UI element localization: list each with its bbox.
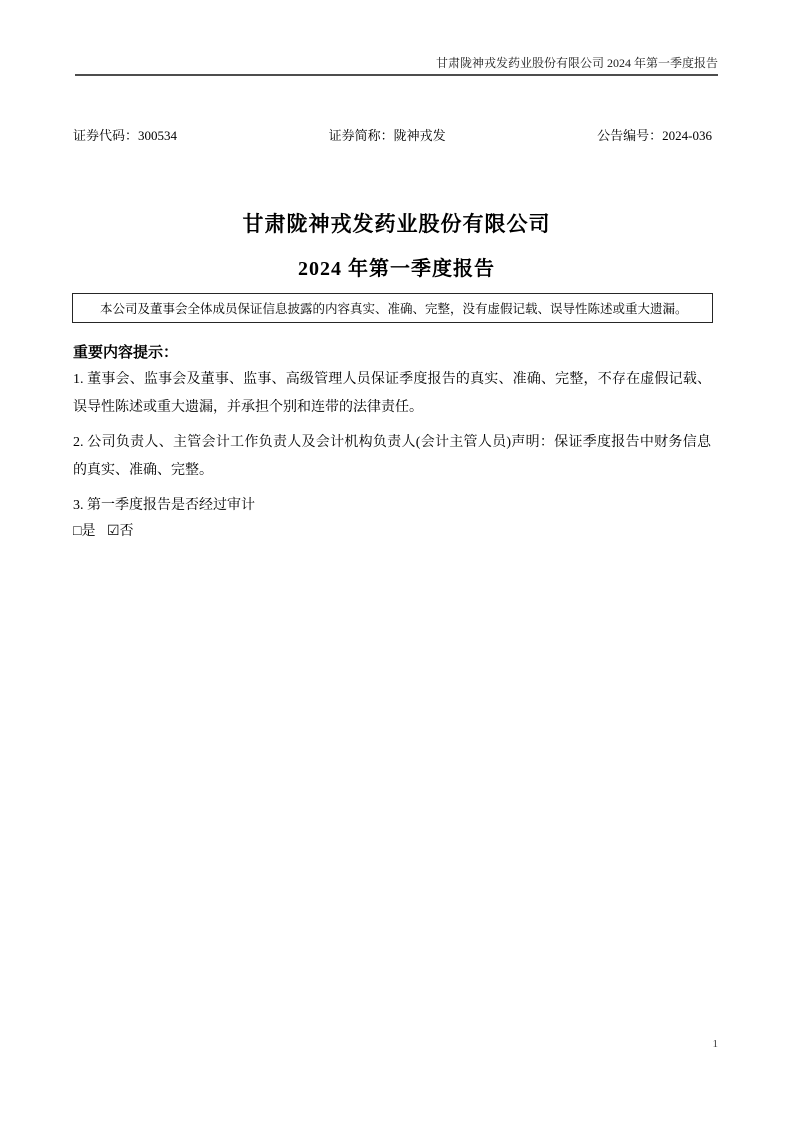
audit-yes-label: 是: [81, 524, 96, 539]
disclosure-notice-box: [72, 293, 713, 323]
important-item-2: 2. 公司负责人、主管会计工作负责人及会计机构负责人(会计主管人员)声明：保证季度报告中财务信息的真实、准确、完整。: [73, 435, 711, 478]
checkbox-unchecked-icon: □: [73, 524, 82, 539]
securities-info-row: [73, 128, 712, 144]
important-item-3: 3. 第一季度报告是否经过审计: [73, 498, 255, 513]
stock-name: 证券简称：陇神戎发: [328, 128, 446, 143]
important-content-heading: 重要内容提示：: [73, 345, 179, 361]
audit-option-yes: [73, 524, 99, 539]
important-content-list: [73, 366, 711, 527]
running-header-title: 甘肃陇神戎发药业股份有限公司 2024 年第一季度报告: [435, 56, 718, 70]
company-title: 甘肃陇神戎发药业股份有限公司: [242, 212, 551, 236]
disclosure-notice-text: 本公司及董事会全体成员保证信息披露的内容真实、准确、完整，没有虚假记载、误导性陈述或重大遗漏。: [100, 302, 688, 316]
report-title: 2024 年第一季度报告: [298, 258, 495, 280]
audit-option-no: [107, 524, 134, 539]
important-item-1: 1. 董事会、监事会及董事、监事、高级管理人员保证季度报告的真实、准确、完整，不存在虚假记载、误导性陈述或重大遗漏，并承担个别和连带的法律责任。: [73, 372, 711, 415]
audit-options-row: [73, 518, 134, 546]
checkbox-checked-icon: ☑: [106, 524, 120, 539]
stock-code: 证券代码：300534: [73, 128, 178, 143]
running-header: [75, 56, 718, 76]
page-number: 1: [712, 1038, 718, 1050]
announcement-number: 公告编号：2024-036: [597, 128, 712, 143]
audit-no-label: 否: [119, 524, 134, 539]
